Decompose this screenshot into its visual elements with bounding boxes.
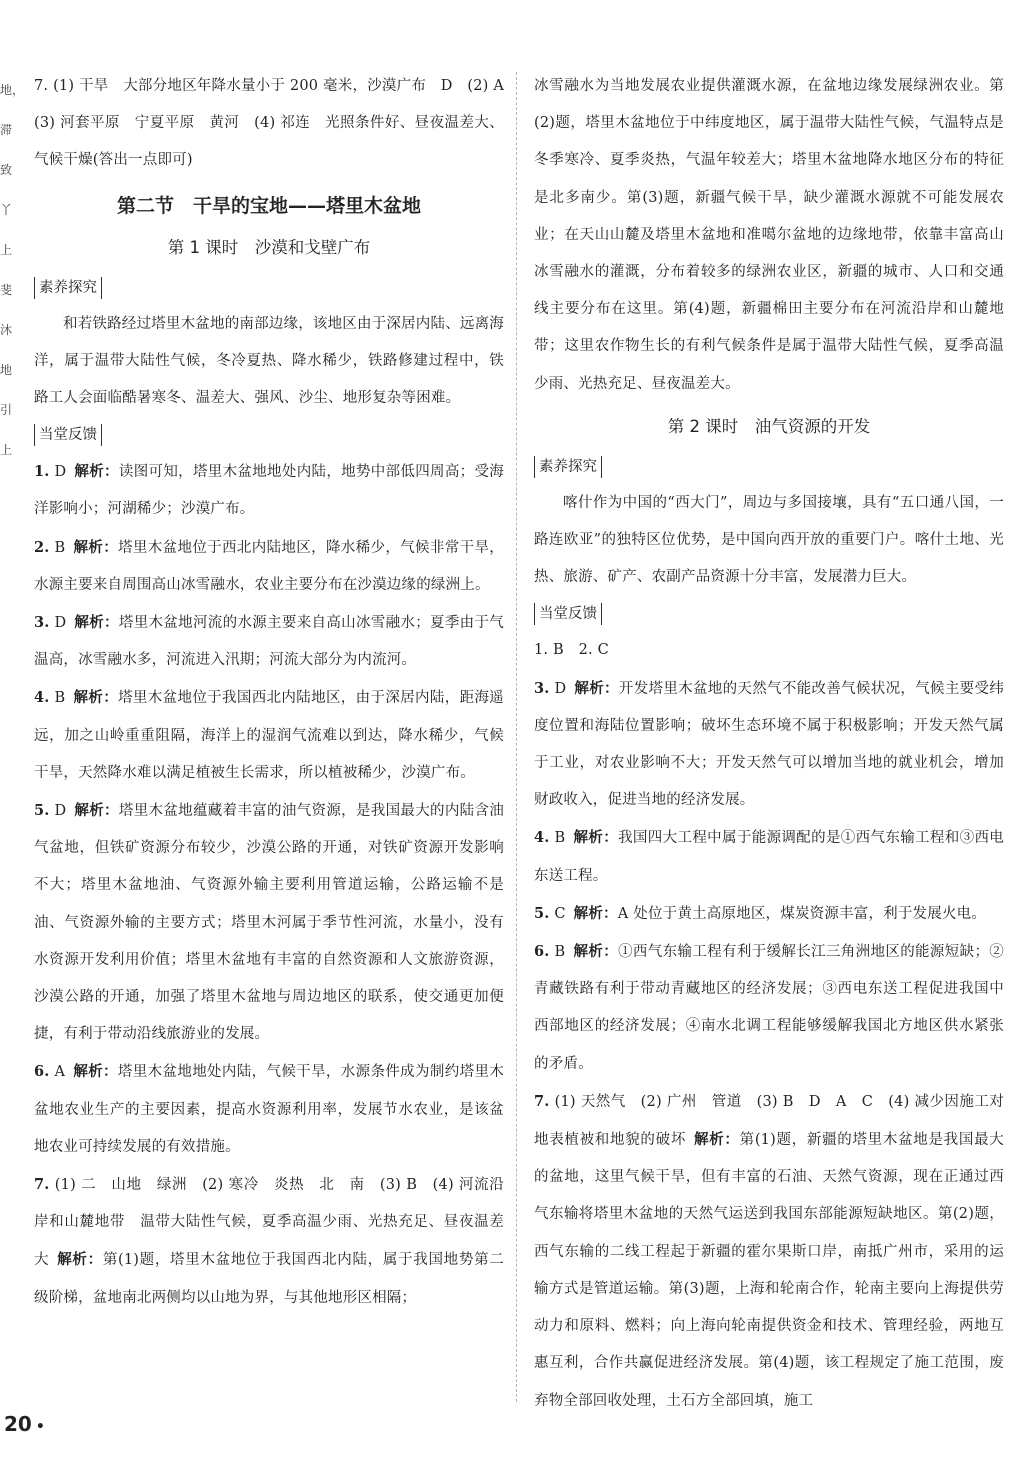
- item-number: 6.: [34, 1063, 50, 1081]
- answer-item: [534, 670, 1004, 820]
- analysis-text: 塔里木盆地位于我国西北内陆地区，由于深居内陆，距海遥远，加之山岭重重阻隔，海洋上的湿润气流难以到达，降水稀少，气候干旱，天然降水难以满足植被生长需求，所以植被稀少，沙漠广布。: [34, 690, 504, 781]
- analysis-label: 解析：: [573, 904, 618, 922]
- answer-item: [34, 1053, 504, 1166]
- analysis-label: 解析：: [73, 689, 119, 707]
- tag-explore-2: 素养探究: [534, 456, 602, 478]
- analysis-label: 解析：: [573, 943, 619, 961]
- analysis-text: 塔里木盆地河流的水源主要来自高山冰雪融水；夏季由于气温高，冰雪融水多，河流进入汛期；河流大部分为内流河。: [34, 615, 505, 669]
- item-answer: D: [54, 803, 67, 820]
- analysis-label: 解析：: [73, 1063, 118, 1081]
- item-answer: (1) 天然气 (2) 广州 管道 (3) B D A C (4) 减少因施工对地表植被和地貌的破坏: [534, 1093, 1004, 1149]
- item-number: 2.: [34, 538, 50, 556]
- analysis-text: 开发塔里木盆地的天然气不能改善气候状况，气候主要受纬度位置和海陆位置影响；破坏生态环境不属于积极影响；开发天然气属于工业，对农业影响不大；开发天然气可以增加当地的就业机会，增加财政收入，促进当地的经济发展。: [534, 680, 1005, 809]
- item-answer: B: [54, 539, 66, 556]
- answer-item: [34, 604, 504, 679]
- left-edge-fragment: 地，滞致丫上斐 沐地 引 上: [0, 83, 25, 457]
- explore-text-2: 喀什作为中国的“西大门”，周边与多国接壤，具有“五口通八国，一路连欧亚”的独特区位优势，是中国向西开放的重要门户。喀什土地、光热、旅游、矿产、农副产品资源十分丰富，发展潜力巨大。: [534, 494, 1004, 586]
- lesson-title-2: 第 2 课时 油气资源的开发: [667, 416, 871, 436]
- continued-analysis: 冰雪融水为当地发展农业提供灌溉水源，在盆地边缘发展绿洲农业。第(2)题，塔里木盆地位于中纬度地区，属于温带大陆性气候，气温特点是冬季寒冷、夏季炎热，气温年较差大；塔里木盆地降水地区分布的特征是北多南少。第(3)题，新疆气候干旱，缺少灌溉水源就不可能发展农业；在天山山麓及塔里木盆地和准噶尔盆地的边缘地带，依靠丰富高山冰雪融水的灌溉，分布着较多的绿洲农业区，新疆的城市、人口和交通线主要分布在这里。第(4)题，新疆棉田主要分布在河流沿岸和山麓地带；这里农作物生长的有利气候条件是属于温带大陆性气候，夏季高温少雨、光热充足、昼夜温差大。: [534, 78, 1004, 392]
- column-divider: [516, 72, 517, 1402]
- item-number: 5.: [534, 904, 550, 922]
- analysis-label: 解析：: [573, 829, 619, 847]
- answer-item-7: [534, 1083, 1004, 1420]
- analysis-text: 第(1)题，新疆的塔里木盆地是我国最大的盆地，这里气候干旱，但有丰富的石油、天然气资源，现在正通过西气东输将塔里木盆地的天然气运送到我国东部能源短缺地区。第(2)题，西气东输的二线工程起于新疆的霍尔果斯口岸，南抵广州市，采用的运输方式是管道运输。第(3)题，上海和轮南合作，轮南主要向上海提供劳动力和原料、燃料；向上海向轮南提供资金和技术、管理经验，两地互惠互利，合作共赢促进经济发展。第(4)题，该工程规定了施工范围，废弃物全部回收处理，土石方全部回填，施工: [534, 1132, 1004, 1409]
- analysis-label: 解析：: [694, 1131, 740, 1149]
- item-answer: B: [554, 830, 566, 847]
- analysis-label: 解析：: [74, 614, 119, 632]
- item-answer: D: [54, 615, 67, 632]
- item-number: 4.: [534, 829, 550, 847]
- answer-item-7: [34, 1166, 504, 1317]
- answer-item: [34, 792, 504, 1053]
- q7-top-answer: 7. (1) 干旱 大部分地区年降水量小于 200 毫米，沙漠广布 D (2) A (3) 河套平原 宁夏平原 黄河 (4) 祁连 光照条件好、昼夜温差大、气候干燥(答出一点即可): [34, 78, 519, 169]
- page-number: [4, 1412, 45, 1436]
- item-answer: D: [554, 680, 567, 697]
- lesson-title-1: 第 1 课时 沙漠和戈壁广布: [167, 237, 371, 257]
- page-number-text: 20: [4, 1412, 32, 1436]
- tag-feedback-1: 当堂反馈: [34, 424, 102, 446]
- answer-item: [534, 819, 1004, 894]
- analysis-label: 解析：: [74, 463, 119, 481]
- item-answer: B: [54, 690, 66, 707]
- analysis-text: 塔里木盆地地处内陆，气候干旱，水源条件成为制约塔里木盆地农业生产的主要因素，提高水资源利用率，发展节水农业，是该盆地农业可持续发展的有效措施。: [34, 1064, 504, 1155]
- explore-text-1: 和若铁路经过塔里木盆地的南部边缘，该地区由于深居内陆、远离海洋，属于温带大陆性气候，冬冷夏热、降水稀少，铁路修建过程中，铁路工人会面临酷暑寒冬、温差大、强风、沙尘、地形复杂等困难。: [34, 315, 504, 407]
- item-number: 3.: [534, 679, 550, 697]
- item-answer: C: [554, 905, 566, 922]
- analysis-label: 解析：: [73, 538, 119, 556]
- item-answer: (1) 二 山地 绿洲 (2) 寒冷 炎热 北 南 (3) B (4) 河流沿岸和山麓地带 温带大陆性气候，夏季高温少雨、光热充足、昼夜温差大: [34, 1177, 504, 1269]
- page-dot-glyph: •: [35, 1419, 45, 1435]
- analysis-text: ①西气东输工程有利于缓解长江三角洲地区的能源短缺；②青藏铁路有利于带动青藏地区的经济发展；③西电东送工程促进我国中西部地区的经济发展；④南水北调工程能够缓解我国北方地区供水紧张的矛盾。: [534, 944, 1004, 1072]
- tag-explore-1: 素养探究: [34, 277, 102, 299]
- analysis-label: 解析：: [57, 1251, 103, 1269]
- analysis-text: 塔里木盆地蕴藏着丰富的油气资源，是我国最大的内陆含油气盆地，但铁矿资源分布较少，沙漠公路的开通，对铁矿资源开发影响不大；塔里木盆地油、气资源外输主要利用管道运输，公路运输不是油、气资源外输的主要方式；塔里木河属于季节性河流，水量小，没有水资源开发利用价值；塔里木盆地有丰富的自然资源和人文旅游资源，沙漠公路的开通，加强了塔里木盆地与周边地区的联系，使交通更加便捷，有利于带动沿线旅游业的发展。: [34, 803, 505, 1043]
- answers-1-2: 1. B 2. C: [534, 642, 609, 659]
- analysis-text: A 处位于黄土高原地区，煤炭资源丰富，利于发展火电。: [617, 905, 987, 922]
- item-answer: D: [54, 464, 67, 481]
- analysis-label: 解析：: [74, 802, 119, 820]
- analysis-text: 我国四大工程中属于能源调配的是①西气东输工程和③西电东送工程。: [534, 830, 1004, 884]
- item-number: 7.: [34, 1176, 50, 1194]
- analysis-text: 塔里木盆地位于西北内陆地区，降水稀少，气候非常干旱，水源主要来自周围高山冰雪融水，农业主要分布在沙漠边缘的绿洲上。: [34, 539, 504, 593]
- answer-item: [534, 895, 1004, 933]
- answer-item: [34, 529, 504, 604]
- item-number: 6.: [534, 943, 550, 961]
- right-column: [534, 68, 1004, 1420]
- tag-feedback-2: 当堂反馈: [534, 603, 602, 625]
- item-number: 1.: [34, 463, 50, 481]
- analysis-text: 第(1)题，塔里木盆地位于我国西北内陆，属于我国地势第二级阶梯，盆地南北两侧均以山地为界，与其他地形区相隔；: [34, 1252, 504, 1306]
- analysis-label: 解析：: [574, 679, 619, 697]
- item-number: 4.: [34, 689, 50, 707]
- analysis-text: 读图可知，塔里木盆地地处内陆，地势中部低四周高；受海洋影响小；河湖稀少；沙漠广布。: [34, 464, 505, 518]
- item-answer: A: [54, 1064, 66, 1081]
- section-title: 第二节 干旱的宝地——塔里木盆地: [116, 194, 421, 217]
- item-number: 7.: [534, 1092, 550, 1110]
- answer-item: [34, 679, 504, 792]
- answer-item: [34, 453, 504, 528]
- answer-item: [534, 933, 1004, 1083]
- item-number: 3.: [34, 614, 50, 632]
- item-answer: B: [554, 944, 566, 961]
- item-number: 5.: [34, 802, 50, 820]
- left-column: [34, 68, 519, 1317]
